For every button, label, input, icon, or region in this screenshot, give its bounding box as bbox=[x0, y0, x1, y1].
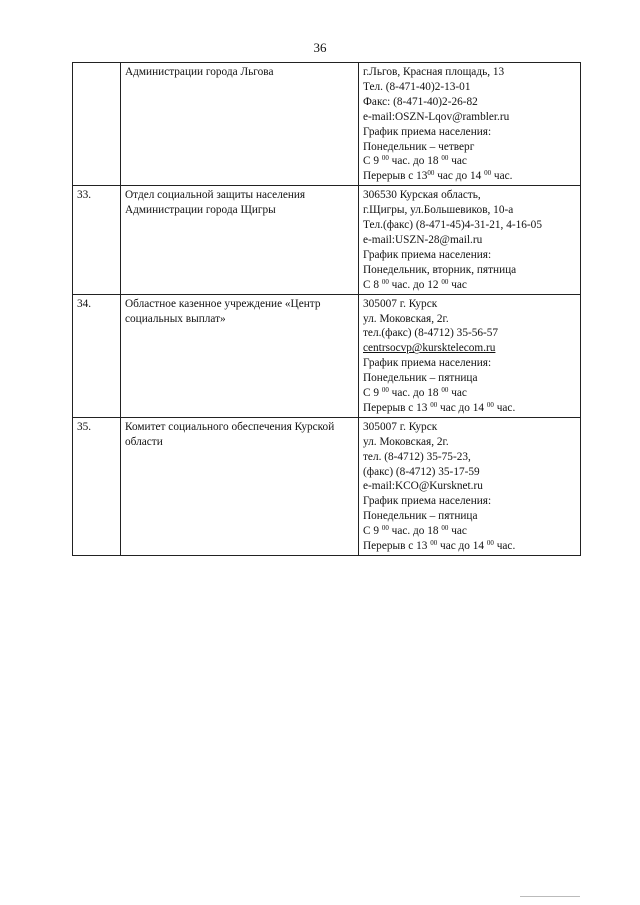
contact-line: График приема населения: bbox=[363, 357, 492, 370]
contacts-table bbox=[72, 62, 581, 556]
email-link[interactable]: centrsocvp@kursktelecom.ru bbox=[363, 342, 496, 355]
time-superscript: 00 bbox=[381, 524, 389, 533]
contact-details bbox=[359, 186, 581, 294]
contact-line: Понедельник, вторник, пятница bbox=[363, 263, 517, 276]
contact-line: 305007 г. Курск bbox=[363, 420, 438, 433]
contact-line: Тел. (8-471-40)2-13-01 bbox=[363, 80, 471, 93]
table-row bbox=[73, 186, 581, 294]
contact-details bbox=[359, 63, 581, 186]
contact-line: С 9 $^{00}$ час. до 18 $^{00}$ час bbox=[363, 386, 467, 400]
contact-line: тел. (8-4712) 35-75-23, bbox=[363, 450, 471, 463]
time-superscript: 00 bbox=[381, 386, 389, 395]
row-number: 34. bbox=[73, 294, 121, 417]
contact-line: График приема населения: bbox=[363, 248, 492, 261]
page-number: 36 bbox=[313, 40, 327, 55]
contact-line: г.Льгов, Красная площадь, 13 bbox=[363, 66, 505, 78]
row-number bbox=[73, 63, 121, 186]
contact-line: Понедельник – пятница bbox=[363, 510, 478, 523]
row-number: 35. bbox=[73, 417, 121, 555]
contact-line: С 8 $^{00}$ час. до 12 $^{00}$ час bbox=[363, 277, 467, 291]
time-superscript: 00 bbox=[441, 277, 449, 286]
contact-line: Перерыв с $13^{00}$ час до 14 $^{00}$ час. bbox=[363, 169, 513, 183]
table-row bbox=[73, 294, 581, 417]
contact-details bbox=[359, 294, 581, 417]
organization-name: Отдел социальной защиты населения Администрации города Щигры bbox=[121, 186, 359, 294]
time-superscript: 00 bbox=[441, 386, 449, 395]
contact-details bbox=[359, 417, 581, 555]
contact-line: Перерыв с 13 $^{00}$ час до 14 $^{00}$ час. bbox=[363, 400, 516, 414]
footer-divider bbox=[520, 896, 580, 897]
time-superscript: 00 bbox=[441, 524, 449, 533]
table-body bbox=[73, 63, 581, 556]
contact-line: ул. Моковская, 2г. bbox=[363, 312, 449, 325]
organization-name: Комитет социального обеспечения Курской области bbox=[121, 417, 359, 555]
contact-line: ул. Моковская, 2г. bbox=[363, 435, 449, 448]
time-superscript: 00 bbox=[486, 400, 494, 409]
table-row bbox=[73, 417, 581, 555]
time-superscript: 00 bbox=[430, 539, 438, 548]
contact-line: Перерыв с 13 $^{00}$ час до 14 $^{00}$ час. bbox=[363, 539, 516, 553]
time-superscript: 00 bbox=[430, 400, 438, 409]
row-number: 33. bbox=[73, 186, 121, 294]
contact-line: Факс: (8-471-40)2-26-82 bbox=[363, 95, 478, 108]
contact-line: График приема населения: bbox=[363, 125, 492, 138]
contact-line: e-mail:KCO@Kursknet.ru bbox=[363, 480, 483, 493]
contact-line: Тел.(факс) (8-471-45)4-31-21, 4-16-05 bbox=[363, 219, 542, 232]
contact-line: Понедельник – пятница bbox=[363, 372, 478, 385]
contact-line: Понедельник – четверг bbox=[363, 140, 475, 153]
contact-line: График приема населения: bbox=[363, 495, 492, 508]
contact-line: 306530 Курская область, bbox=[363, 189, 481, 202]
time-superscript: 00 bbox=[486, 539, 494, 548]
contact-line: (факс) (8-4712) 35-17-59 bbox=[363, 465, 480, 478]
contact-line: г.Щигры, ул.Большевиков, 10-а bbox=[363, 204, 514, 217]
contact-line: С 9 $^{00}$ час. до 18 $^{00}$ час bbox=[363, 154, 467, 168]
table-row bbox=[73, 63, 581, 186]
time-superscript: 00 bbox=[381, 277, 389, 286]
contact-line: тел.(факс) (8-4712) 35-56-57 bbox=[363, 327, 499, 340]
contact-line: e-mail:USZN-28@mail.ru bbox=[363, 233, 483, 246]
time-superscript: 00 bbox=[441, 154, 449, 163]
time-superscript: 00 bbox=[381, 154, 389, 163]
time-superscript: 00 bbox=[427, 169, 435, 178]
contact-line bbox=[363, 341, 577, 356]
contact-line: С 9 $^{00}$ час. до 18 $^{00}$ час bbox=[363, 524, 467, 538]
contact-line: 305007 г. Курск bbox=[363, 297, 438, 310]
time-superscript: 00 bbox=[484, 169, 492, 178]
contact-line: e-mail:OSZN-Lqov@rambler.ru bbox=[363, 110, 510, 123]
organization-name: Областное казенное учреждение «Центр социальных выплат» bbox=[121, 294, 359, 417]
organization-name: Администрации города Льгова bbox=[121, 63, 359, 186]
